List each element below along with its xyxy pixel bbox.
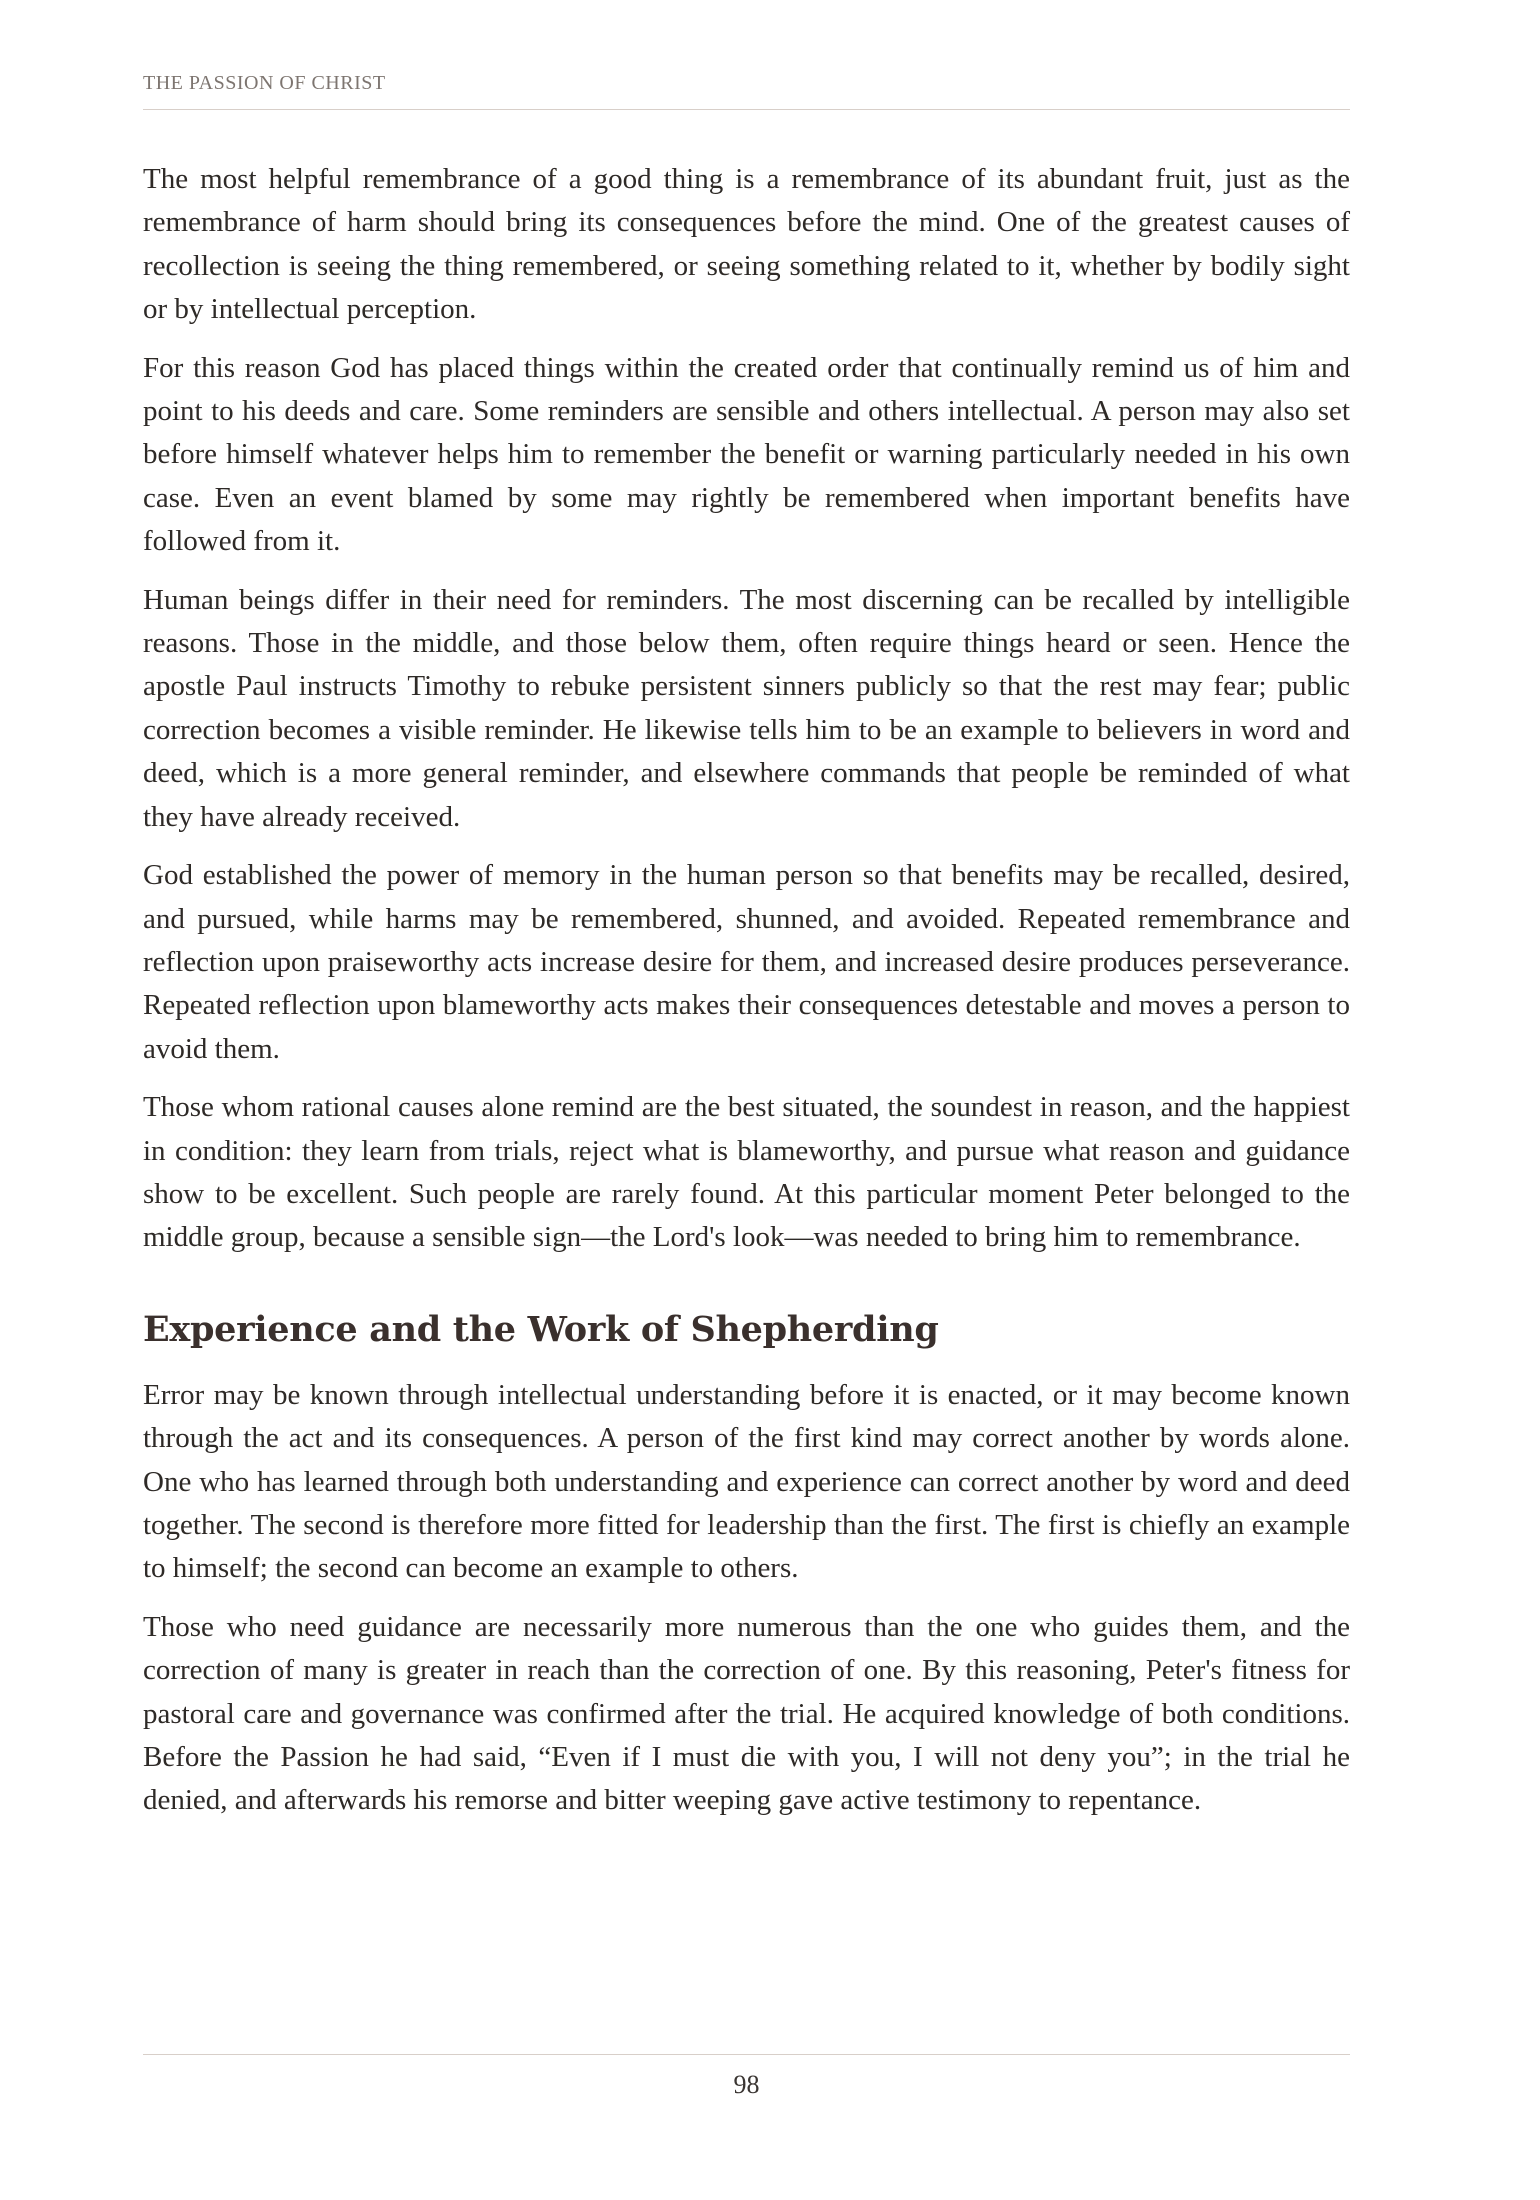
page-body (143, 158, 1350, 1838)
body-paragraph: The most helpful remembrance of a good thing is a remembrance of its abundant fruit, just as the remembrance of harm should bring its consequences before the mind. One of the greatest causes of recollection is seeing the thing remembered, or seeing something related to it, whether by bodily sight or by intellectual perception. (143, 163, 1350, 326)
page-number: 98 (733, 2070, 760, 2099)
body-paragraph: Human beings differ in their need for reminders. The most discerning can be recalled by intelligible reasons. Those in the middle, and those below them, often require things heard or seen. Hence the apostle Paul instructs Timothy to rebuke persistent sinners publicly so that the rest may fear; public correction becomes a visible reminder. He likewise tells him to be an example to believers in word and deed, which is a more general reminder, and elsewhere commands that people be reminded of what they have already received. (143, 583, 1350, 833)
footer-divider (143, 2054, 1350, 2055)
section-heading: Experience and the Work of Shepherding (143, 1308, 939, 1350)
body-paragraph: God established the power of memory in the human person so that benefits may be recalled, desired, and pursued, while harms may be remembered, shunned, and avoided. Repeated remembrance and reflection upon praiseworthy acts increase desire for them, and increased desire produces perseverance. Repeated reflection upon blameworthy acts makes their consequences detestable and moves a person to avoid them. (143, 859, 1350, 1065)
body-paragraph: Those who need guidance are necessarily more numerous than the one who guides them, and the correction of many is greater in reach than the correction of one. By this reasoning, Peter's fitness for pastoral care and governance was confirmed after the trial. He acquired knowledge of both conditions. Before the Passion he had said, “Even if I must die with you, I will not deny you”; in the trial he denied, and afterwards his remorse and bitter weeping gave active testimony to repentance. (143, 1610, 1350, 1817)
body-paragraph: For this reason God has placed things within the created order that continually remind us of him and point to his deeds and care. Some reminders are sensible and others intellectual. A person may also set before himself whatever helps him to remember the benefit or warning particularly needed in his own case. Even an event blamed by some may rightly be remembered when important benefits have followed from it. (143, 351, 1350, 558)
running-header-title: THE PASSION OF CHRIST (143, 72, 386, 94)
header-divider (143, 109, 1350, 110)
body-paragraph: Those whom rational causes alone remind are the best situated, the soundest in reason, and the happiest in condition: they learn from trials, reject what is blameworthy, and pursue what reason and guidance show to be excellent. Such people are rarely found. At this particular moment Peter belonged to the middle group, because a sensible sign—the Lord's look—was needed to bring him to remembrance. (143, 1091, 1350, 1254)
body-paragraph: Error may be known through intellectual understanding before it is enacted, or it may become known through the act and its consequences. A person of the first kind may correct another by words alone. One who has learned through both understanding and experience can correct another by word and deed together. The second is therefore more fitted for leadership than the first. The first is chiefly an example to himself; the second can become an example to others. (143, 1378, 1350, 1585)
